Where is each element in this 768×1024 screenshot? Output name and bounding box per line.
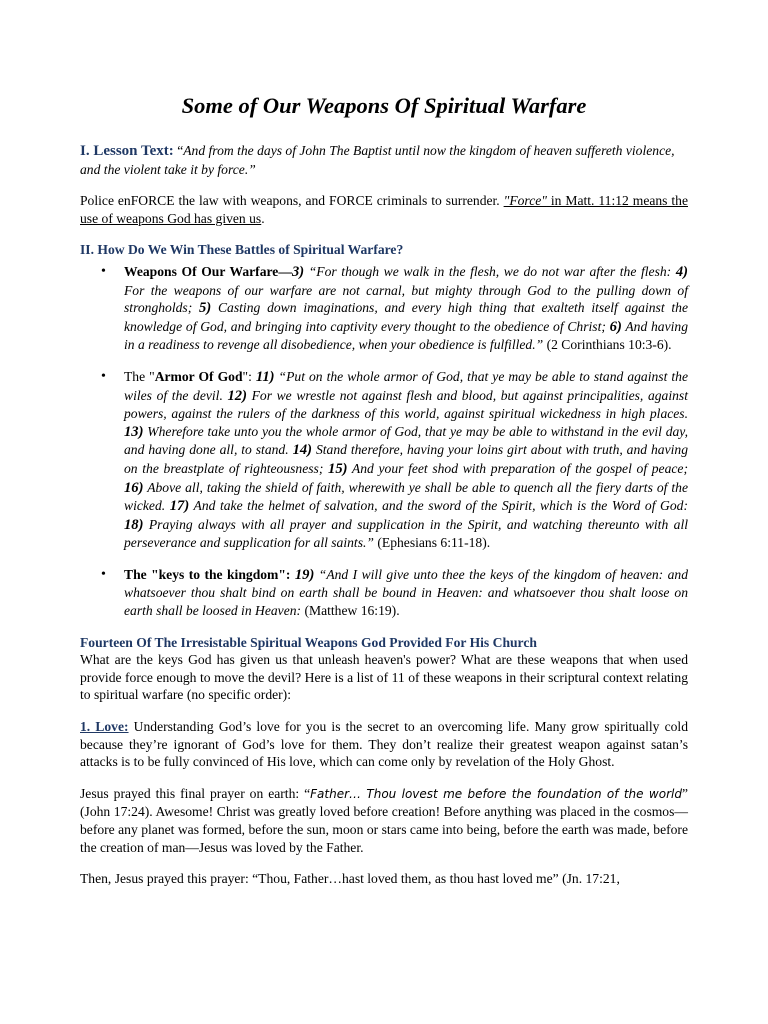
verse-text: And having in a readiness to revenge all disobedience, when your obedience is fulfilled.” <box>124 318 688 353</box>
weapons-intro: What are the keys God has given us that unleash heaven's power? What are these weapons that when used provide force enough to move the devil? Here is a list of 11 of these weapons in their scriptural context relating to spiritual warfare (no specific order): <box>80 652 688 703</box>
verse-text: (Matthew 16:19). <box>301 603 400 619</box>
verse-text: Stand therefore, having your loins girt about with truth, and having on the breastplate of righteousness; <box>124 442 688 476</box>
verse-number: 6) <box>609 318 622 335</box>
force-meaning: in Matt. 11:12 means the use of weapons God has given us <box>80 193 688 226</box>
verse-text: And your feet shod with preparation of the gospel of peace; <box>347 460 688 476</box>
verse-number: 13) <box>124 423 144 440</box>
verse-number: 3) <box>291 263 305 280</box>
verse-text: (2 Corinthians 10:3-6). <box>543 337 672 353</box>
bullet-lead-pre: The " <box>124 368 155 384</box>
force-quote: "Force" <box>503 193 547 209</box>
verse-text: Casting down imaginations, and every high thing that exalteth itself against the knowledge of God, and bringing into captivity every thought to the obedience of Christ; <box>124 300 688 334</box>
verse-number: 12) <box>227 387 247 404</box>
verse-number: 18) <box>124 516 144 533</box>
verse-number: 15) <box>328 460 348 477</box>
verse-text: “For though we walk in the flesh, we do not war after the flesh: <box>304 263 676 279</box>
verse-text: For we wrestle not against flesh and blood, but against principalities, against powers, against the rulers of the darkness of this world, against spiritual wickedness in high places. <box>124 387 688 422</box>
verse-number: 11) <box>255 368 275 385</box>
bullet-lead: The "keys to the kingdom": <box>124 566 295 582</box>
lesson-text <box>80 142 688 178</box>
section-heading-battles: II. How Do We Win These Battles of Spiritual Warfare? <box>80 242 404 258</box>
lesson-quote: And from the days of John The Baptist until now the kingdom of heaven suffereth violence, and the violent take it by force.” <box>80 143 675 177</box>
police-text: Police enFORCE the law with weapons, and FORCE criminals to surrender. <box>80 193 504 209</box>
verse-text: “And I will give unto thee the keys of the kingdom of heaven: and whatsoever thou shalt bind on earth shall be bound in Heaven: and whatsoever thou shalt loose on earth shall be loosed in Heaven: <box>124 566 688 619</box>
verse-text: Wherefore take unto you the whole armor of God, that ye may be able to withstand in the evil day, and having done all, to stand. <box>124 423 688 458</box>
love-paragraph <box>80 718 688 771</box>
list-item <box>124 263 688 354</box>
list-item <box>124 368 688 552</box>
police-end: . <box>261 210 265 226</box>
jesus-prayer-paragraph <box>80 785 688 856</box>
verse-text: Above all, taking the shield of faith, wherewith ye shall be able to quench all the fiery darts of the wicked. <box>124 479 688 514</box>
lesson-label: I. Lesson Text: <box>80 143 174 159</box>
verse-number: 14) <box>292 442 313 459</box>
verse-text: — <box>278 263 292 279</box>
verse-number: 5) <box>199 300 212 317</box>
bullet-body <box>124 369 688 550</box>
verse-number: 16) <box>124 479 144 496</box>
verse-text: For the weapons of our warfare are not carnal, but mighty through God to the pulling down of strongholds; <box>124 282 688 316</box>
bullet-lead: Armor Of God <box>154 368 243 384</box>
jesus-prayer-pre: Jesus prayed this final prayer on earth: “ <box>80 785 311 801</box>
police-paragraph <box>80 192 688 227</box>
jesus-second-prayer: Then, Jesus prayed this prayer: “Thou, Father…hast loved them, as thou hast loved me” (Jn. 17:21, <box>80 871 620 887</box>
verse-number: 17) <box>169 498 190 515</box>
verse-number: 4) <box>675 263 688 280</box>
verse-number: 19) <box>294 566 315 583</box>
lesson-open-quote: “ <box>177 143 184 158</box>
verse-text: “Put on the whole armor of God, that ye may be able to stand against the wiles of the devil. <box>124 368 688 403</box>
bullet-lead: Weapons Of Our Warfare <box>124 263 279 279</box>
jesus-prayer-quote: Father… Thou lovest me before the foundation of the world <box>310 786 682 801</box>
warfare-list <box>80 263 688 620</box>
verse-text: ": <box>242 368 256 384</box>
page-title: Some of Our Weapons Of Spiritual Warfare <box>181 93 587 118</box>
verse-text: And take the helmet of salvation, and the sword of the Spirit, which is the Word of God: <box>189 498 688 514</box>
verse-text: (Ephesians 6:11-18). <box>373 535 491 551</box>
list-item <box>124 566 688 620</box>
love-text: Understanding God’s love for you is the secret to an overcoming life. Many grow spiritually cold because they’re ignorant of God’s love for them. They don’t realize their greatest weapon against satan’s attacks is to be fully convinced of His love, which can come only by revelation of the Holy Ghost. <box>80 719 688 770</box>
verse-text: Praying always with all prayer and supplication in the Spirit, and watching thereunto with all perseverance and supplication for all saints.” <box>124 516 688 551</box>
section-heading-weapons: Fourteen Of The Irresistable Spiritual Weapons God Provided For His Church <box>80 634 537 650</box>
love-heading: 1. Love: <box>80 719 129 735</box>
jesus-prayer-post: ” (John 17:24). Awesome! Christ was greatly loved before creation! Before anything was placed in the cosmos—before any planet was formed, before the sun, moon or stars came into being, before the earth was made, before the creation of man—Jesus was loved by the Father. <box>80 785 688 855</box>
